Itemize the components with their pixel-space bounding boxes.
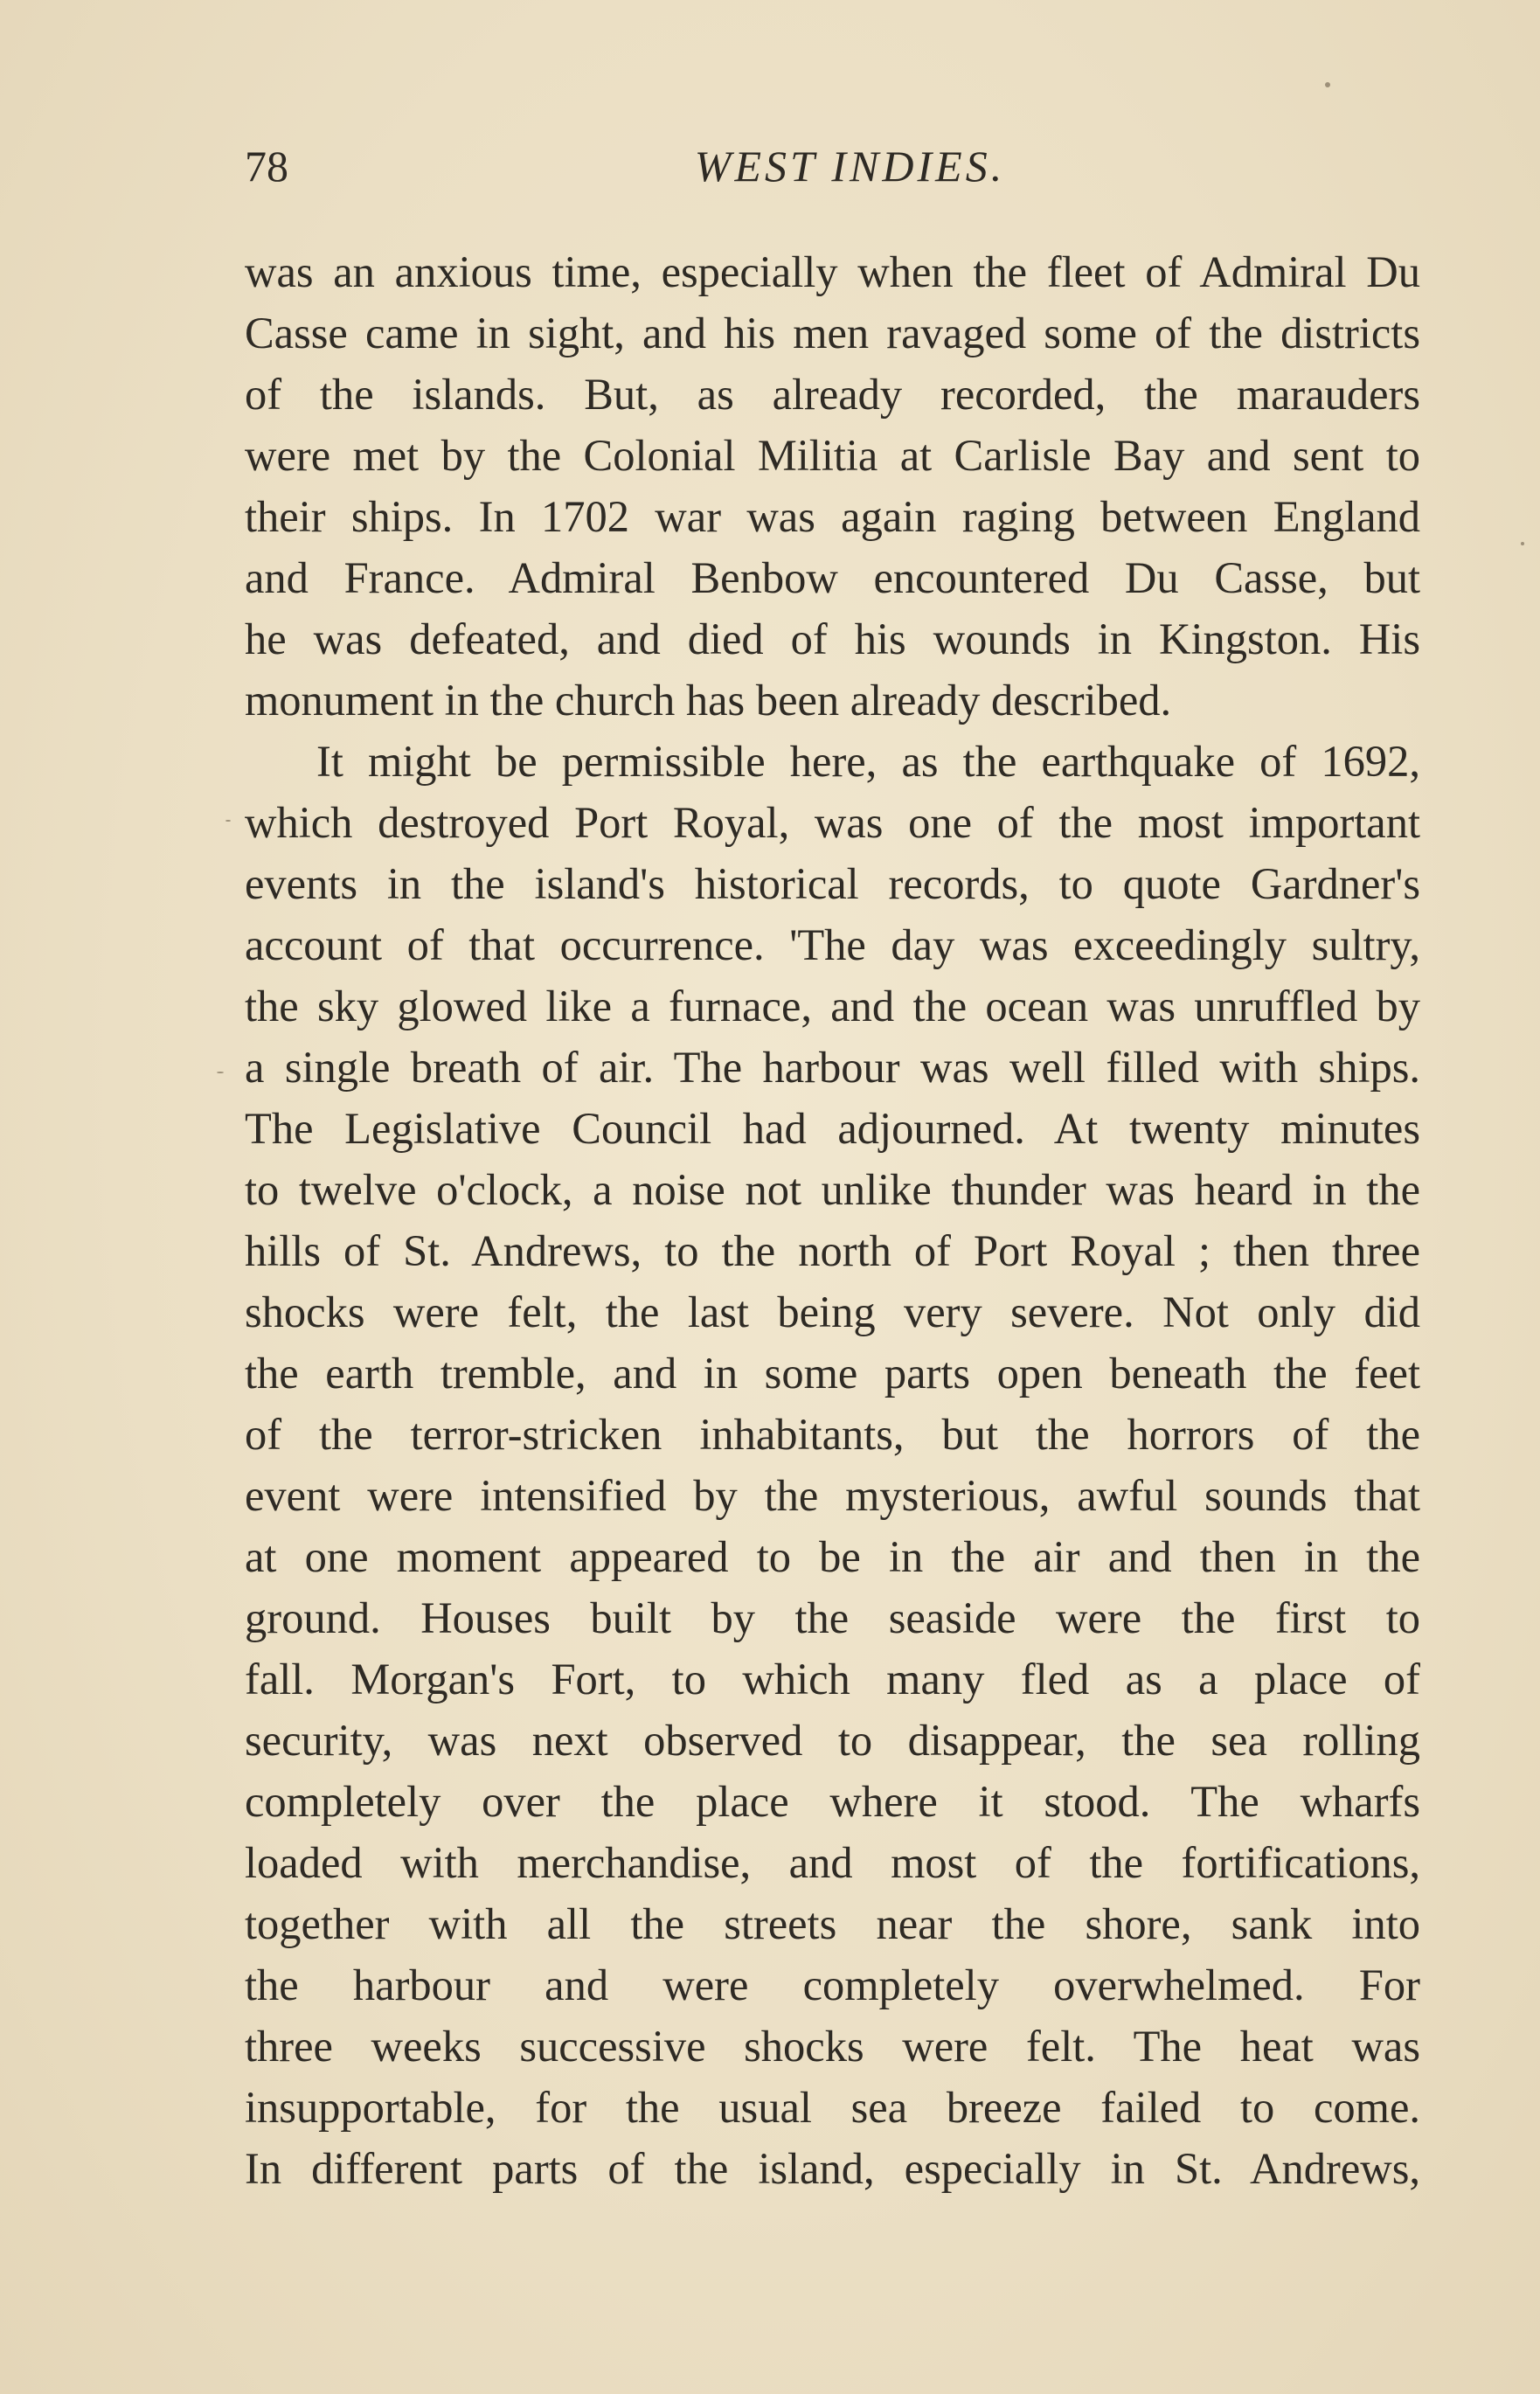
text-line: three weeks successive shocks were felt. The heat was bbox=[245, 2022, 1420, 2071]
paragraph-1 bbox=[245, 241, 1420, 731]
page-number: 78 bbox=[245, 142, 288, 191]
text-line: he was defeated, and died of his wounds in Kingston. His bbox=[245, 614, 1420, 663]
running-head: WEST INDIES. bbox=[694, 142, 1006, 191]
text-line: of the terror-stricken inhabitants, but the horrors of the bbox=[245, 1410, 1420, 1459]
text-line: to twelve o'clock, a noise not unlike thunder was heard in the bbox=[245, 1165, 1420, 1214]
text-line: monument in the church has been already described. bbox=[245, 676, 1172, 725]
page-header bbox=[245, 131, 1420, 201]
paper-speck bbox=[217, 1072, 224, 1073]
text-line: hills of St. Andrews, to the north of Port Royal ; then three bbox=[245, 1226, 1420, 1275]
text-line: the harbour and were completely overwhelmed. For bbox=[245, 1960, 1420, 2009]
text-line: shocks were felt, the last being very severe. Not only did bbox=[245, 1287, 1420, 1336]
text-line: were met by the Colonial Militia at Carlisle Bay and sent to bbox=[245, 431, 1420, 480]
text-line: ground. Houses built by the seaside were the first to bbox=[245, 1593, 1420, 1642]
text-line: and France. Admiral Benbow encountered Du Casse, but bbox=[245, 553, 1420, 602]
text-line: the sky glowed like a furnace, and the ocean was unruffled by bbox=[245, 982, 1420, 1030]
text-line: event were intensified by the mysterious, awful sounds that bbox=[245, 1471, 1420, 1520]
paragraph-2 bbox=[245, 731, 1420, 2199]
text-line: Casse came in sight, and his men ravaged some of the districts bbox=[245, 309, 1420, 357]
paper-speck bbox=[1325, 82, 1330, 87]
text-line: It might be permissible here, as the earthquake of 1692, bbox=[316, 737, 1420, 786]
paper-speck bbox=[225, 820, 231, 822]
text-line: The Legislative Council had adjourned. At twenty minutes bbox=[245, 1104, 1420, 1153]
text-line: In different parts of the island, especially in St. Andrews, bbox=[245, 2144, 1420, 2193]
text-line: insupportable, for the usual sea breeze failed to come. bbox=[245, 2083, 1420, 2132]
text-line: was an anxious time, especially when the fleet of Admiral Du bbox=[245, 247, 1420, 296]
text-line: their ships. In 1702 war was again raging between England bbox=[245, 492, 1420, 541]
text-line: a single breath of air. The harbour was well filled with ships. bbox=[245, 1043, 1420, 1092]
text-line: which destroyed Port Royal, was one of the most important bbox=[245, 798, 1420, 847]
text-line: of the islands. But, as already recorded, the marauders bbox=[245, 370, 1420, 419]
text-line: at one moment appeared to be in the air and then in the bbox=[245, 1532, 1420, 1581]
text-line: fall. Morgan's Fort, to which many fled as a place of bbox=[245, 1655, 1420, 1704]
text-line: security, was next observed to disappear, the sea rolling bbox=[245, 1716, 1420, 1765]
paper-speck bbox=[1521, 542, 1524, 545]
text-line: loaded with merchandise, and most of the fortifications, bbox=[245, 1838, 1420, 1887]
text-line: the earth tremble, and in some parts open beneath the feet bbox=[245, 1349, 1420, 1398]
text-line: together with all the streets near the shore, sank into bbox=[245, 1899, 1420, 1948]
body-text bbox=[245, 241, 1420, 2199]
text-line: completely over the place where it stood. The wharfs bbox=[245, 1777, 1420, 1826]
text-line: account of that occurrence. 'The day was exceedingly sultry, bbox=[245, 920, 1420, 969]
text-line: events in the island's historical records, to quote Gardner's bbox=[245, 859, 1420, 908]
